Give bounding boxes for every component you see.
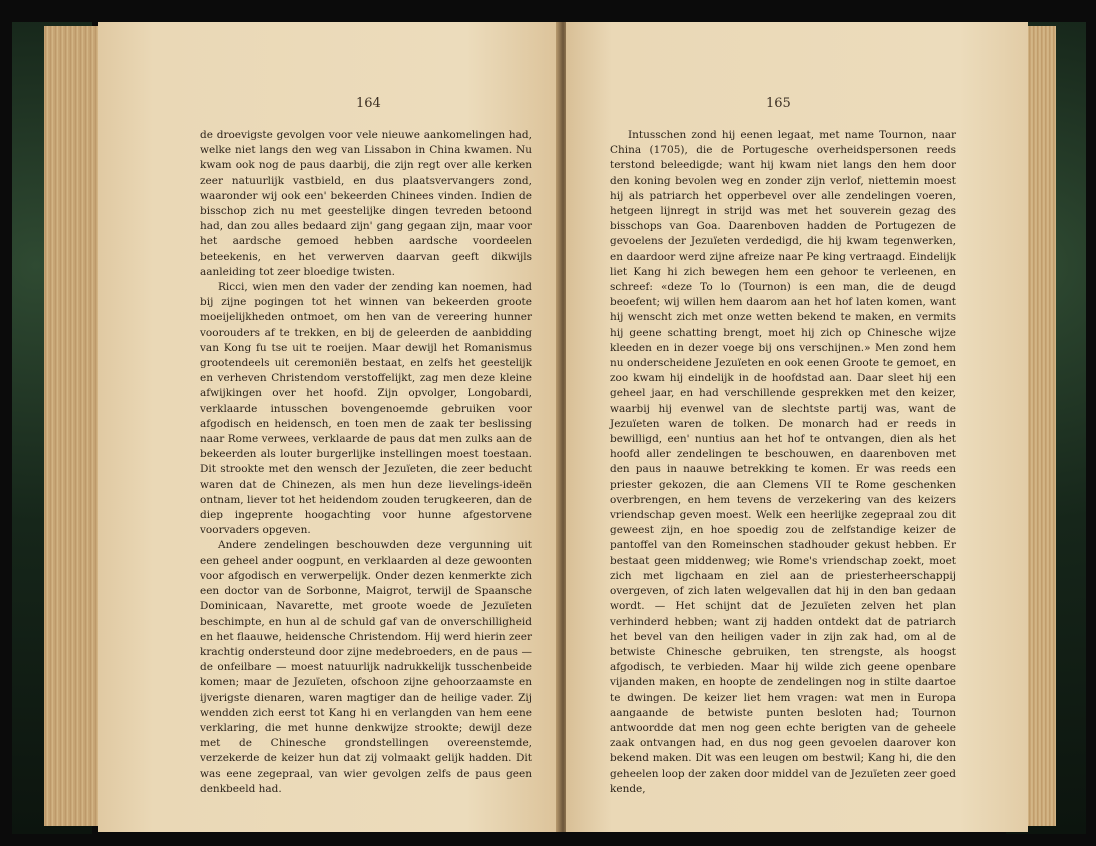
right-page (566, 22, 1028, 832)
left-page-text (200, 128, 532, 797)
page-number-left: 164 (356, 96, 381, 111)
paragraph: de droevigste gevolgen voor vele nieuwe aankomelingen had, welke niet langs den weg van Lissabon in China kwamen. Nu kwam ook nog de paus daarbij, die zijn regt over alle kerken zeer natuurlijk vastbield, en dus plaatsvervangers zond, waaronder wij ook een' bekeerden Chinees vinden. Indien de bisschop zich nu met geestelijke dingen tevreden betoond had, dan zou alles bedaard zijn' gang gegaan zijn, maar voor het aardsche gemoed hebben aardsche voordeelen beteekenis, en het verwerven daarvan geeft dikwijls aanleiding tot zeer bloedige twisten. (200, 129, 532, 278)
paragraph: Andere zendelingen beschouwden deze vergunning uit een geheel ander oogpunt, en verklaarden al deze gewoonten voor afgodisch en verwerpelijk. Onder dezen kenmerkte zich een doctor van de Sorbonne, Maigrot, terwijl de Spaansche Dominicaan, Navarette, met groote woede de Jezuïeten beschimpte, en hun al de schuld gaf van de onverschilligheid en het flaauwe, heidensche Christendom. Hij werd hierin zeer krachtig ondersteund door zijne medebroeders, en de paus — de onfeilbare — moest natuurlijk nadrukkelijk tusschenbeide komen; maar de Jezuïeten, ofschoon zijne gehoorzaamste en ijverigste dienaren, waren magtiger dan de heilige vader. Zij wendden zich eerst tot Kang hi en verlangden van hem eene verklaring, die met hunne denkwijze strookte; dewijl deze met de Chinesche grondstellingen overeenstemde, verzekerde de keizer hun dat zij volmaakt gelijk hadden. Dit was eene zegepraal, van wier gevolgen zelfs de paus geen denkbeeld had. (200, 539, 532, 795)
left-page (98, 22, 558, 832)
paragraph: Ricci, wien men den vader der zending kan noemen, had bij zijne pogingen tot het winnen van bekeerden groote moeijelijkheden ontmoet, om hen van de vereering hunner voorouders af te trekken, en bij de geleerden de aanbidding van Kong fu tse uit te roeijen. Maar dewijl het Romanismus grootendeels uit ceremoniën bestaat, en zelfs het geestelijk en verheven Christendom verstoffelijkt, zag men deze kleine afwijkingen over het hoofd. Zijn opvolger, Longobardi, verklaarde intusschen bovengenoemde gebruiken voor afgodisch en heidensch, en toen men de zaak ter beslissing naar Rome verwees, verklaarde de paus dat men zulks aan de bekeerden als louter burgerlijke instellingen moest toestaan. Dit strookte met den wensch der Jezuïeten, die zeer beducht waren dat de Chinezen, als men hun deze lievelings-ideën ontnam, liever tot het heidendom zouden terugkeeren, dan de diep ingeprente hoogachting voor hunne afgestorvene voorvaders opgeven. (200, 281, 532, 537)
right-page-text (610, 128, 956, 797)
paragraph: Intusschen zond hij eenen legaat, met name Tournon, naar China (1705), die de Portugesche overheidspersonen reeds terstond beleedigde; want hij kwam niet langs den hem door den koning bevolen weg en zonder zijn verlof, niettemin moest hij als patriarch het opperbevel over alle zendelingen voeren, hetgeen lijnregt in strijd was met het souverein gezag des bisschops van Goa. Daarenboven hadden de Portugezen de gevoelens der Jezuïeten verdedigd, die hij kwam tegenwerken, en daardoor werd zijne afreize naar Pe king vertraagd. Eindelijk liet Kang hi zich bewegen hem een gehoor te verleenen, en schreef: «deze To lo (Tournon) is een man, die de deugd beoefent; wij willen hem daarom aan het hof laten komen, want hij wenscht zich met onze wetten bekend te maken, en vermits hij geene schatting brengt, moet hij zich op Chinesche wijze kleeden en in dezer voege bij ons verschijnen.» Men zond hem nu onderscheidene Jezuïeten en ook eenen Groote te gemoet, en zoo kwam hij eindelijk in de hoofdstad aan. Daar sleet hij een geheel jaar, en had verschillende gesprekken met den keizer, waarbij hij evenwel van de slechtste partij was, want de Jezuïeten waren de tolken. De monarch had er reeds in bewilligd, een' nuntius aan het hof te ontvangen, dien als het hoofd aller zendelingen te beschouwen, en daarenboven met den paus in naauwe betrekking te komen. Er was reeds een priester gekozen, die aan Clemens VII te Rome geschenken overbrengen, en hem tevens de verzekering van des keizers vriendschap geven moest. Welk een heerlijke zegepraal zou dit geweest zijn, en hoe spoedig zou de zelfstandige keizer de pantoffel van den Romeinschen stadhouder gekust hebben. Er bestaat geen middenweg; wie Rome's vriendschap zoekt, moet zich met ligchaam en ziel aan de priesterheerschappij overgeven, of zich laten welgevallen dat hij in den ban gedaan wordt. — Het schijnt dat de Jezuïeten zelven het plan verhinderd hebben; want zij hadden ontdekt dat de patriarch het bevel van den heiligen vader in zijn zak had, om al de betwiste Chinesche gebruiken, ten strengste, als hoogst afgodisch, te verbieden. Maar hij wilde zich geene openbare vijanden maken, en hoopte de zendelingen nog in stilte daartoe te dwingen. De keizer liet hem vragen: wat men in Europa aangaande de betwiste punten besloten had; Tournon antwoordde dat men nog geen echte berigten van de geheele zaak ontvangen had, en dus nog geen gevoelen daarover kon bekend maken. Dit was een leugen om bestwil; Kang hi, die den geheelen loop der zaken door middel van de Jezuïeten zeer goed kende, (610, 129, 956, 795)
page-number-right: 165 (766, 96, 791, 111)
